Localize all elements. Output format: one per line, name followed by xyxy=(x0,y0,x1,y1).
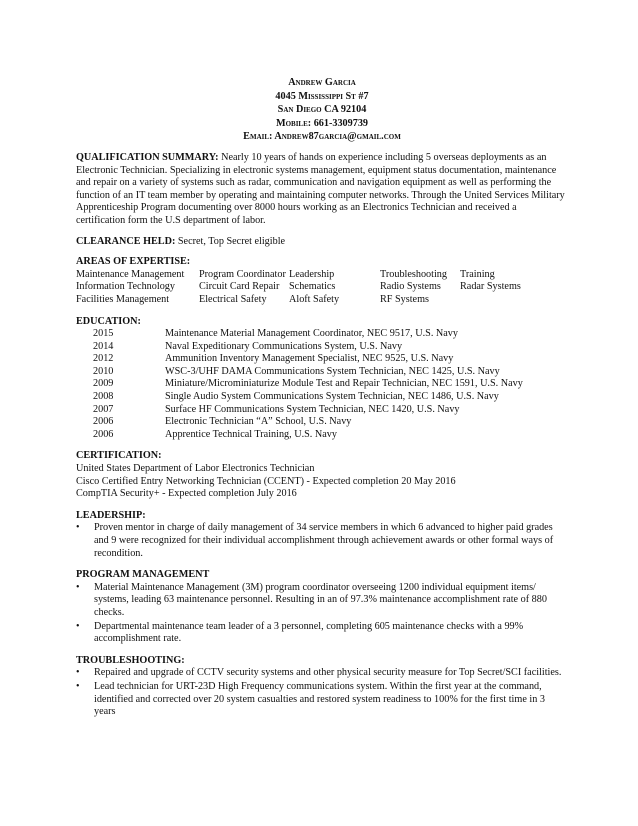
education-course: Electronic Technician “A” School, U.S. Navy xyxy=(165,416,352,428)
education-course: Ammunition Inventory Management Specialist, NEC 9525, U.S. Navy xyxy=(165,353,454,365)
list-item-text: Repaired and upgrade of CCTV security systems and other physical security measure for Top Secret/SCI facilities. xyxy=(94,667,562,679)
education-title: EDUCATION: xyxy=(76,315,141,327)
list-item xyxy=(76,681,568,719)
candidate-name: Andrew Garcia xyxy=(288,77,356,88)
education-course: Apprentice Technical Training, U.S. Navy xyxy=(165,428,337,440)
certification-item: CompTIA Security+ - Expected completion July 2016 xyxy=(76,488,297,500)
expertise-item: Electrical Safety xyxy=(199,293,267,305)
education-row xyxy=(76,378,568,391)
education-course: WSC-3/UHF DAMA Communications System Technician, NEC 1425, U.S. Navy xyxy=(165,365,500,377)
education-course: Surface HF Communications System Technician, NEC 1420, U.S. Navy xyxy=(165,403,460,415)
certification-section xyxy=(76,450,568,500)
education-row xyxy=(76,404,568,417)
expertise-item: Program Coordinator xyxy=(199,268,286,280)
list-item-text: Material Maintenance Management (3M) program coordinator overseeing 1200 individual equipment items/ systems, leading 63 maintenance personnel. Resulting in an of 97.3% maintenance accomplishment rate of 880 checks. xyxy=(94,581,547,618)
education-year: 2007 xyxy=(93,403,114,415)
education-row xyxy=(76,366,568,379)
expertise-item: Facilities Management xyxy=(76,293,170,305)
education-row xyxy=(76,416,568,429)
expertise-item: Leadership xyxy=(289,268,335,280)
education-year: 2006 xyxy=(93,428,114,440)
expertise-item: Radio Systems xyxy=(380,281,441,293)
expertise-item: Troubleshooting xyxy=(380,268,447,280)
list-item-text: Lead technician for URT-23D High Frequency communications system. Within the first year at the command, identified and corrected over 20 system casualties and restored system readiness to 100% for the first time in 3 years xyxy=(94,680,545,718)
education-course: Naval Expeditionary Communications System, U.S. Navy xyxy=(165,340,403,352)
qualification-summary-text: Nearly 10 years of hands on experience including 5 overseas deployments as an Electronic Technician. Specializing in electronic systems management, equipment status documentation, maintenance and repair on a variety of systems such as radar, communication and navigation equipment as well as performing the function of an IT team member by operating and maintaining computer networks. Through the United Services Military Apprenticeship Program documenting over 8000 hours working as an Electronics Technician and received a certification form the U.S department of labor. xyxy=(76,151,565,226)
qualification-summary xyxy=(76,152,568,228)
education-course: Single Audio System Communications System Technician, NEC 1486, U.S. Navy xyxy=(165,391,499,403)
troubleshooting-section xyxy=(76,655,568,719)
expertise-item: Aloft Safety xyxy=(289,293,340,305)
education-year: 2009 xyxy=(93,378,114,390)
troubleshooting-title: TROUBLESHOOTING: xyxy=(76,654,185,666)
education-year: 2010 xyxy=(93,365,114,377)
education-row xyxy=(76,429,568,442)
education-year: 2006 xyxy=(93,416,114,428)
education-row xyxy=(76,353,568,366)
certification-title: CERTIFICATION: xyxy=(76,450,162,462)
street-address: 4045 Mississippi St #7 xyxy=(275,90,369,102)
expertise-item: RF Systems xyxy=(380,293,429,305)
education-row xyxy=(76,341,568,354)
bullet-icon: • xyxy=(76,620,80,632)
education-row xyxy=(76,391,568,404)
certification-item: United States Department of Labor Electronics Technician xyxy=(76,463,315,475)
clearance-held xyxy=(76,236,568,249)
program-management-section xyxy=(76,569,568,646)
expertise-item xyxy=(460,294,530,307)
expertise-section xyxy=(76,256,568,306)
expertise-grid xyxy=(76,269,568,307)
bullet-icon: • xyxy=(76,522,80,534)
expertise-item: Radar Systems xyxy=(460,281,521,293)
troubleshooting-list xyxy=(76,667,568,718)
clearance-text: Secret, Top Secret eligible xyxy=(175,235,286,247)
expertise-item: Schematics xyxy=(289,281,336,293)
city-state-zip: San Diego CA 92104 xyxy=(277,104,367,116)
expertise-item: Training xyxy=(460,268,495,280)
education-row xyxy=(76,328,568,341)
education-year: 2008 xyxy=(93,391,114,403)
list-item-text: Proven mentor in charge of daily management of 34 service members in which 6 advanced to higher paid grades and 9 were recognized for their individual accomplishment through achievement awards or other formal ways of recondition. xyxy=(94,522,554,559)
resume-header xyxy=(76,76,568,144)
list-item xyxy=(76,582,568,620)
mobile-number: Mobile: 661-3309739 xyxy=(275,117,369,129)
list-item xyxy=(76,667,568,680)
list-item-text: Departmental maintenance team leader of a 3 personnel, completing 605 maintenance checks with a 99% accomplishment rate. xyxy=(94,620,524,645)
education-year: 2012 xyxy=(93,353,114,365)
list-item xyxy=(76,522,568,560)
bullet-icon: • xyxy=(76,667,80,679)
clearance-label: CLEARANCE HELD: xyxy=(76,235,176,247)
expertise-title: AREAS OF EXPERTISE: xyxy=(76,256,191,268)
expertise-item: Information Technology xyxy=(76,281,175,293)
education-course: Miniature/Microminiaturize Module Test and Repair Technician, NEC 1591, U.S. Navy xyxy=(165,378,523,390)
qualification-summary-label: QUALIFICATION SUMMARY: xyxy=(76,151,219,163)
leadership-list xyxy=(76,522,568,560)
program-management-list xyxy=(76,582,568,646)
email-address: Email: Andrew87garcia@gmail.com xyxy=(243,131,401,143)
program-management-title: PROGRAM MANAGEMENT xyxy=(76,569,210,581)
list-item xyxy=(76,621,568,646)
education-course: Maintenance Material Management Coordinator, NEC 9517, U.S. Navy xyxy=(165,328,458,340)
expertise-item: Maintenance Management xyxy=(76,268,185,280)
bullet-icon: • xyxy=(76,581,80,593)
expertise-item: Circuit Card Repair xyxy=(199,281,280,293)
bullet-icon: • xyxy=(76,680,80,692)
education-year: 2015 xyxy=(93,328,114,340)
leadership-section xyxy=(76,510,568,560)
leadership-title: LEADERSHIP: xyxy=(76,509,146,521)
certification-item: Cisco Certified Entry Networking Technician (CCENT) - Expected completion 20 May 2016 xyxy=(76,475,456,487)
education-year: 2014 xyxy=(93,340,114,352)
education-section xyxy=(76,316,568,442)
